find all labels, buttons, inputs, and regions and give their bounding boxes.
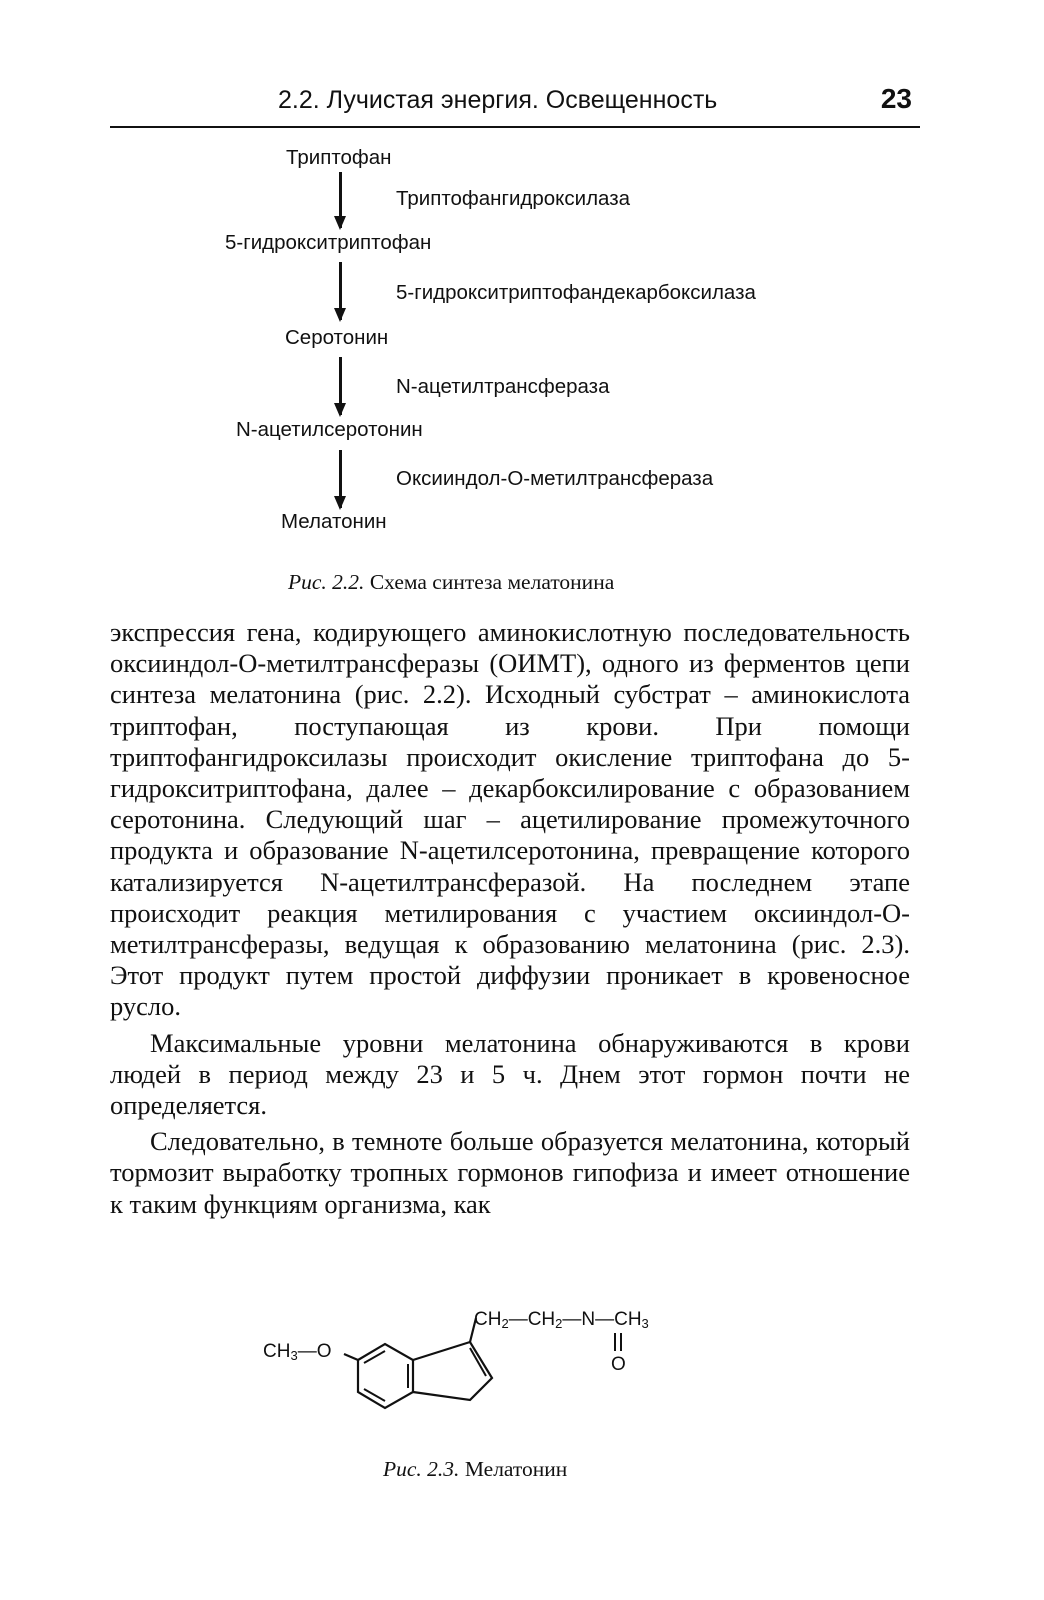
- node-tryptophan: Триптофан: [286, 146, 392, 169]
- arrow-step-2: [339, 262, 342, 320]
- paragraph-3: Следовательно, в темноте больше образуется мелатонина, который тормозит выработку тропных гормонов гипофиза и имеет отношение к таким функциям организма, как: [110, 1126, 910, 1219]
- enzyme-methyltransferase: Оксииндол-О-метилтрансфераза: [396, 467, 714, 490]
- running-head-title: 2.2. Лучистая энергия. Освещенность: [278, 86, 718, 114]
- arrow-step-4: [339, 450, 342, 508]
- figure-2-2-caption: [288, 568, 614, 596]
- side-chain-label: $CH_2—CH_2—N—CH_3$: [474, 1309, 649, 1331]
- node-n-acetylserotonin: N-ацетилсеротонин: [236, 418, 423, 441]
- enzyme-tryptophan-hydroxylase: Триптофангидроксилаза: [396, 187, 630, 210]
- enzyme-decarboxylase: 5-гидрокситриптофандекарбоксилаза: [396, 281, 756, 304]
- figure-2-2-text: Схема синтеза мелатонина: [369, 570, 615, 594]
- double-bond-drawing: [608, 1331, 628, 1353]
- carbonyl-oxygen-label: O: [611, 1354, 626, 1375]
- figure-2-3-label: Рис. 2.3.: [383, 1457, 460, 1481]
- figure-2-3-text: Мелатонин: [464, 1457, 568, 1481]
- running-head: [110, 84, 920, 128]
- enzyme-n-acetyltransferase: N-ацетилтрансфераза: [396, 375, 610, 398]
- arrow-step-3: [339, 357, 342, 415]
- figure-2-3-caption: [383, 1455, 567, 1483]
- arrow-step-1: [339, 172, 342, 228]
- body-text: [110, 617, 910, 1220]
- node-serotonin: Серотонин: [285, 326, 389, 349]
- paragraph-1: экспрессия гена, кодирующего аминокислотную последовательность оксииндол-О-метилтрансферазы (ОИМТ), одного из ферментов цепи синтеза мелатонина (рис. 2.2). Исходный субстрат – аминокислота триптофан, поступающая из крови. При помощи триптофангидроксилазы происходит окисление триптофана до 5-гидрокситриптофана, далее – декарбоксилирование с образованием серотонина. Следующий шаг – ацетилирование промежуточного продукта и образование N-ацетилсеротонина, превращение которого катализируется N-ацетилтрансферазой. На последнем этапе происходит реакция метилирования с участием оксииндол-О-метилтрансферазы, ведущая к образованию мелатонина (рис. 2.3). Этот продукт путем простой диффузии проникает в кровеносное русло.: [110, 617, 910, 1022]
- node-5-hydroxytryptophan: 5-гидрокситриптофан: [225, 231, 432, 254]
- page-number: 23: [880, 83, 912, 114]
- methoxy-label: $CH_3—O$: [263, 1341, 332, 1363]
- figure-2-2-label: Рис. 2.2.: [288, 570, 365, 594]
- node-melatonin: Мелатонин: [281, 510, 387, 533]
- paragraph-2: Максимальные уровни мелатонина обнаруживаются в крови людей в период между 23 и 5 ч. Днем этот гормон почти не определяется.: [110, 1027, 910, 1121]
